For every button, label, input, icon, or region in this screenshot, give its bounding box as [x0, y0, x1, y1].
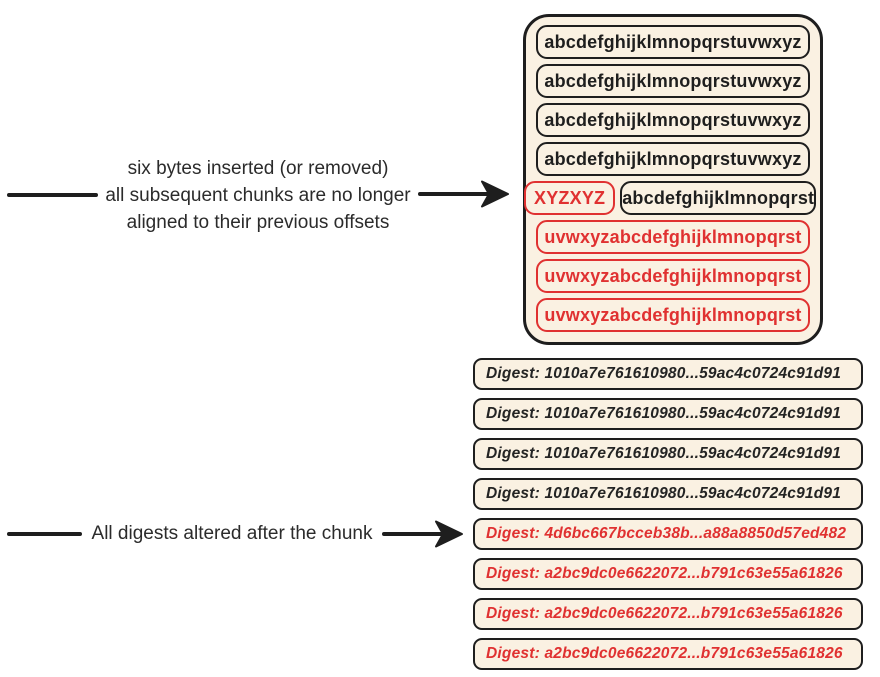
- chunk-row-shifted: uvwxyzabcdefghijklmnopqrst: [536, 220, 810, 254]
- digest-row-altered: Digest: a2bc9dc0e6622072...b791c63e55a61826: [473, 558, 863, 590]
- insertion-annotation-line1: six bytes inserted (or removed): [127, 158, 389, 179]
- chunk-row-intact: abcdefghijklmnopqrstuvwxyz: [536, 142, 810, 176]
- chunked-file-box: [523, 14, 823, 345]
- insertion-annotation: [68, 155, 448, 236]
- digest-row-altered: Digest: a2bc9dc0e6622072...b791c63e55a61826: [473, 598, 863, 630]
- digest-annotation: All digests altered after the chunk: [91, 523, 373, 544]
- digest-row: Digest: 1010a7e761610980...59ac4c0724c91d91: [473, 358, 863, 390]
- chunk-row-shifted: uvwxyzabcdefghijklmnopqrst: [536, 298, 810, 332]
- chunk-row-intact: abcdefghijklmnopqrstuvwxyz: [536, 25, 810, 59]
- digest-row: Digest: 1010a7e761610980...59ac4c0724c91d91: [473, 478, 863, 510]
- insertion-annotation-line2: all subsequent chunks are no longer: [105, 185, 411, 206]
- digest-row: Digest: 1010a7e761610980...59ac4c0724c91d91: [473, 438, 863, 470]
- chunk-row-shifted: uvwxyzabcdefghijklmnopqrst: [536, 259, 810, 293]
- inserted-bytes-chunk: XYZXYZ: [524, 181, 615, 215]
- arrow-head-icon: [482, 182, 508, 207]
- insertion-annotation-line3: aligned to their previous offsets: [126, 212, 390, 233]
- shifted-first-chunk: abcdefghijklmnopqrst: [620, 181, 816, 215]
- chunk-row-intact: abcdefghijklmnopqrstuvwxyz: [536, 64, 810, 98]
- digest-row-altered: Digest: 4d6bc667bcceb38b...a88a8850d57ed482: [473, 518, 863, 550]
- arrow-head-icon: [436, 522, 462, 547]
- digest-row-altered: Digest: a2bc9dc0e6622072...b791c63e55a61826: [473, 638, 863, 670]
- chunk-row-split: [534, 181, 815, 215]
- digest-row: Digest: 1010a7e761610980...59ac4c0724c91d91: [473, 398, 863, 430]
- chunk-row-intact: abcdefghijklmnopqrstuvwxyz: [536, 103, 810, 137]
